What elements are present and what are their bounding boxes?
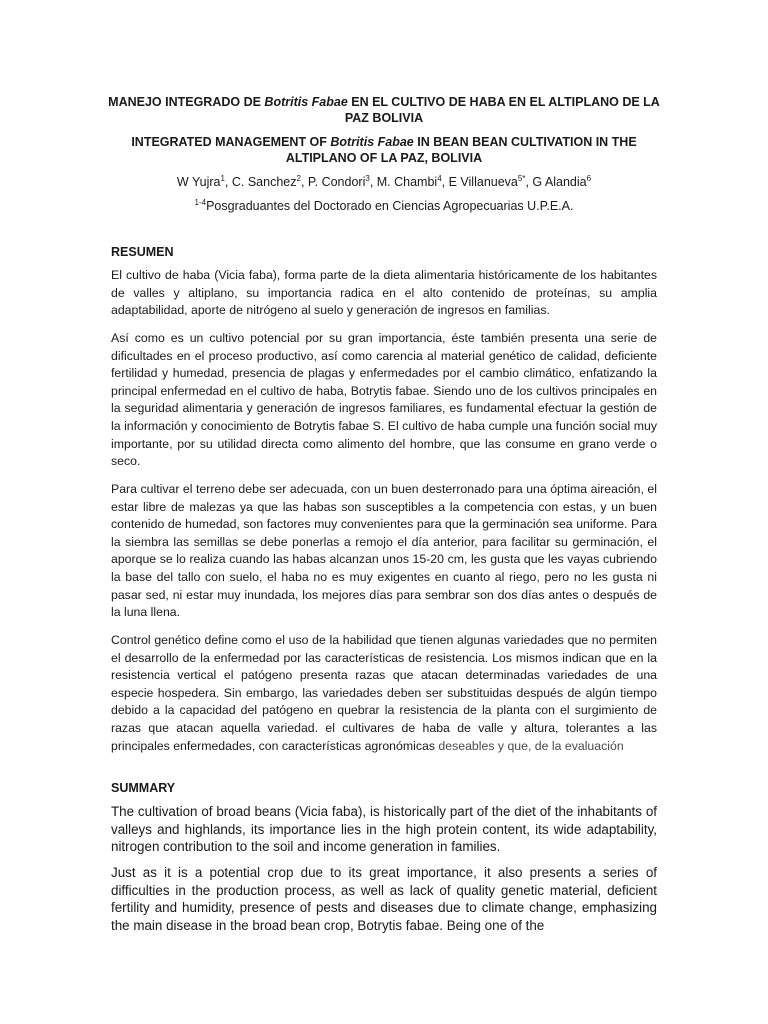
author-list: W Yujra$^1$, C. Sanchez$^2$, P. Condori$^3$, M. Chambi$^4$, E Villanueva$^{5*}$, G Alandia$^6$ (176, 173, 592, 189)
resumen-paragraph-tail: deseables y que, de la evaluación (434, 738, 624, 753)
author: E Villanueva$^{5*}$ (448, 173, 526, 189)
title-en-prefix: INTEGRATED MANAGEMENT OF (131, 135, 331, 149)
resumen-paragraph: El cultivo de haba (Vicia faba), forma parte de la dieta alimentaria históricamente de los habitantes de valles y altiplano, su importancia radica en el alto contenido de proteínas, su amplia adaptabilidad, aporte de nitrógeno al suelo y generación de ingresos en familias. (111, 268, 657, 318)
author: M. Chambi$^4$ (376, 173, 442, 189)
resumen-paragraph: Para cultivar el terreno debe ser adecuada, con un buen desterronado para una óptima aireación, el estar libre de malezas ya que las habas son susceptibles a la competencia con estas, y un buen contenido de humedad, son factores muy convenientes para que la germinación sea uniforme. Para la siembra las semillas se debe ponerlas a remojo el día anterior, para facilitar su germinación, el aporque se lo realiza cuando las habas alcanzan unos 15-20 cm, les gusta que les vayas cubriendo la base del tallo con suelo, el haba no es muy exigentes en cuanto al riego, pero no les gusta ni pasar sed, ni estar muy inundada, los mejores días para sembrar son dos días antes o después de la luna llena. (111, 482, 657, 620)
author: W Yujra$^1$ (176, 173, 225, 189)
author: P. Condori$^3$ (307, 173, 370, 189)
resumen-paragraph (111, 632, 657, 755)
title-es-prefix: MANEJO INTEGRADO DE (108, 95, 265, 109)
title-en-species: Botritis Fabae (330, 135, 414, 149)
resumen-paragraph-body: Control genético define como el uso de la habilidad que tienen algunas variedades que no permiten el desarrollo de la enfermedad por las características de resistencia. Los mismos indican que en la resistencia vertical el patógeno presenta razas que atacan determinadas variedades de una especie hospedera. Sin embargo, las variedades deben ser substituidas después de algún tiempo debido a la capacidad del patógeno en quebrar la resistencia de la planta con el surgimiento de razas que atacan aquella variedad. el cultivares de haba de valle y altura, tolerantes a las principales enfermedades, con características agronómicas (111, 633, 657, 753)
resumen-paragraph: Así como es un cultivo potencial por su gran importancia, éste también presenta una serie de dificultades en el proceso productivo, así como carencia al material genético de calidad, deficiente fertilidad y humedad, presencia de plagas y enfermedades por el cambio climático, enfatizando la principal enfermedad en el cultivo de haba, Botrytis fabae. Siendo uno de los cultivos principales en la seguridad alimentaria y generación de ingresos familiares, es fundamental efectuar la gestión de la información y conocimiento de Botrytis fabae S. El cultivo de haba cumple una función social muy importante, por su utilidad directa como alimento del hombre, que las consume en grano verde o seco. (111, 331, 657, 469)
title-es-species: Botritis Fabae (264, 95, 348, 109)
author: C. Sanchez$^2$ (231, 173, 301, 189)
affiliation-marker: 1-4 (194, 197, 207, 207)
title-spanish (100, 94, 668, 126)
affiliation (0, 198, 768, 214)
summary-paragraph: Just as it is a potential crop due to its great importance, it also presents a series of difficulties in the production process, as well as lack of quality genetic material, deficient fertility and humidity, presence of pests and diseases due to climate change, emphasizing the main disease in the broad bean crop, Botrytis fabae. Being one of the (111, 865, 657, 933)
summary-paragraph: The cultivation of broad beans (Vicia faba), is historically part of the diet of the inhabitants of valleys and highlands, its importance lies in the high protein content, its wide adaptability, nitrogen contribution to the soil and income generation in families. (111, 804, 657, 854)
title-es-suffix: EN EL CULTIVO DE HABA EN EL ALTIPLANO DE LA PAZ BOLIVIA (344, 95, 660, 125)
summary-heading: SUMMARY (111, 781, 176, 795)
author: G Alandia$^6$ (532, 173, 592, 189)
affiliation-text: Posgraduantes del Doctorado en Ciencias Agropecuarias U.P.E.A. (206, 199, 574, 213)
resumen-heading: RESUMEN (111, 245, 174, 259)
title-english (100, 134, 668, 166)
title-en-suffix: IN BEAN BEAN CULTIVATION IN THE ALTIPLANO OF LA PAZ, BOLIVIA (285, 135, 637, 165)
